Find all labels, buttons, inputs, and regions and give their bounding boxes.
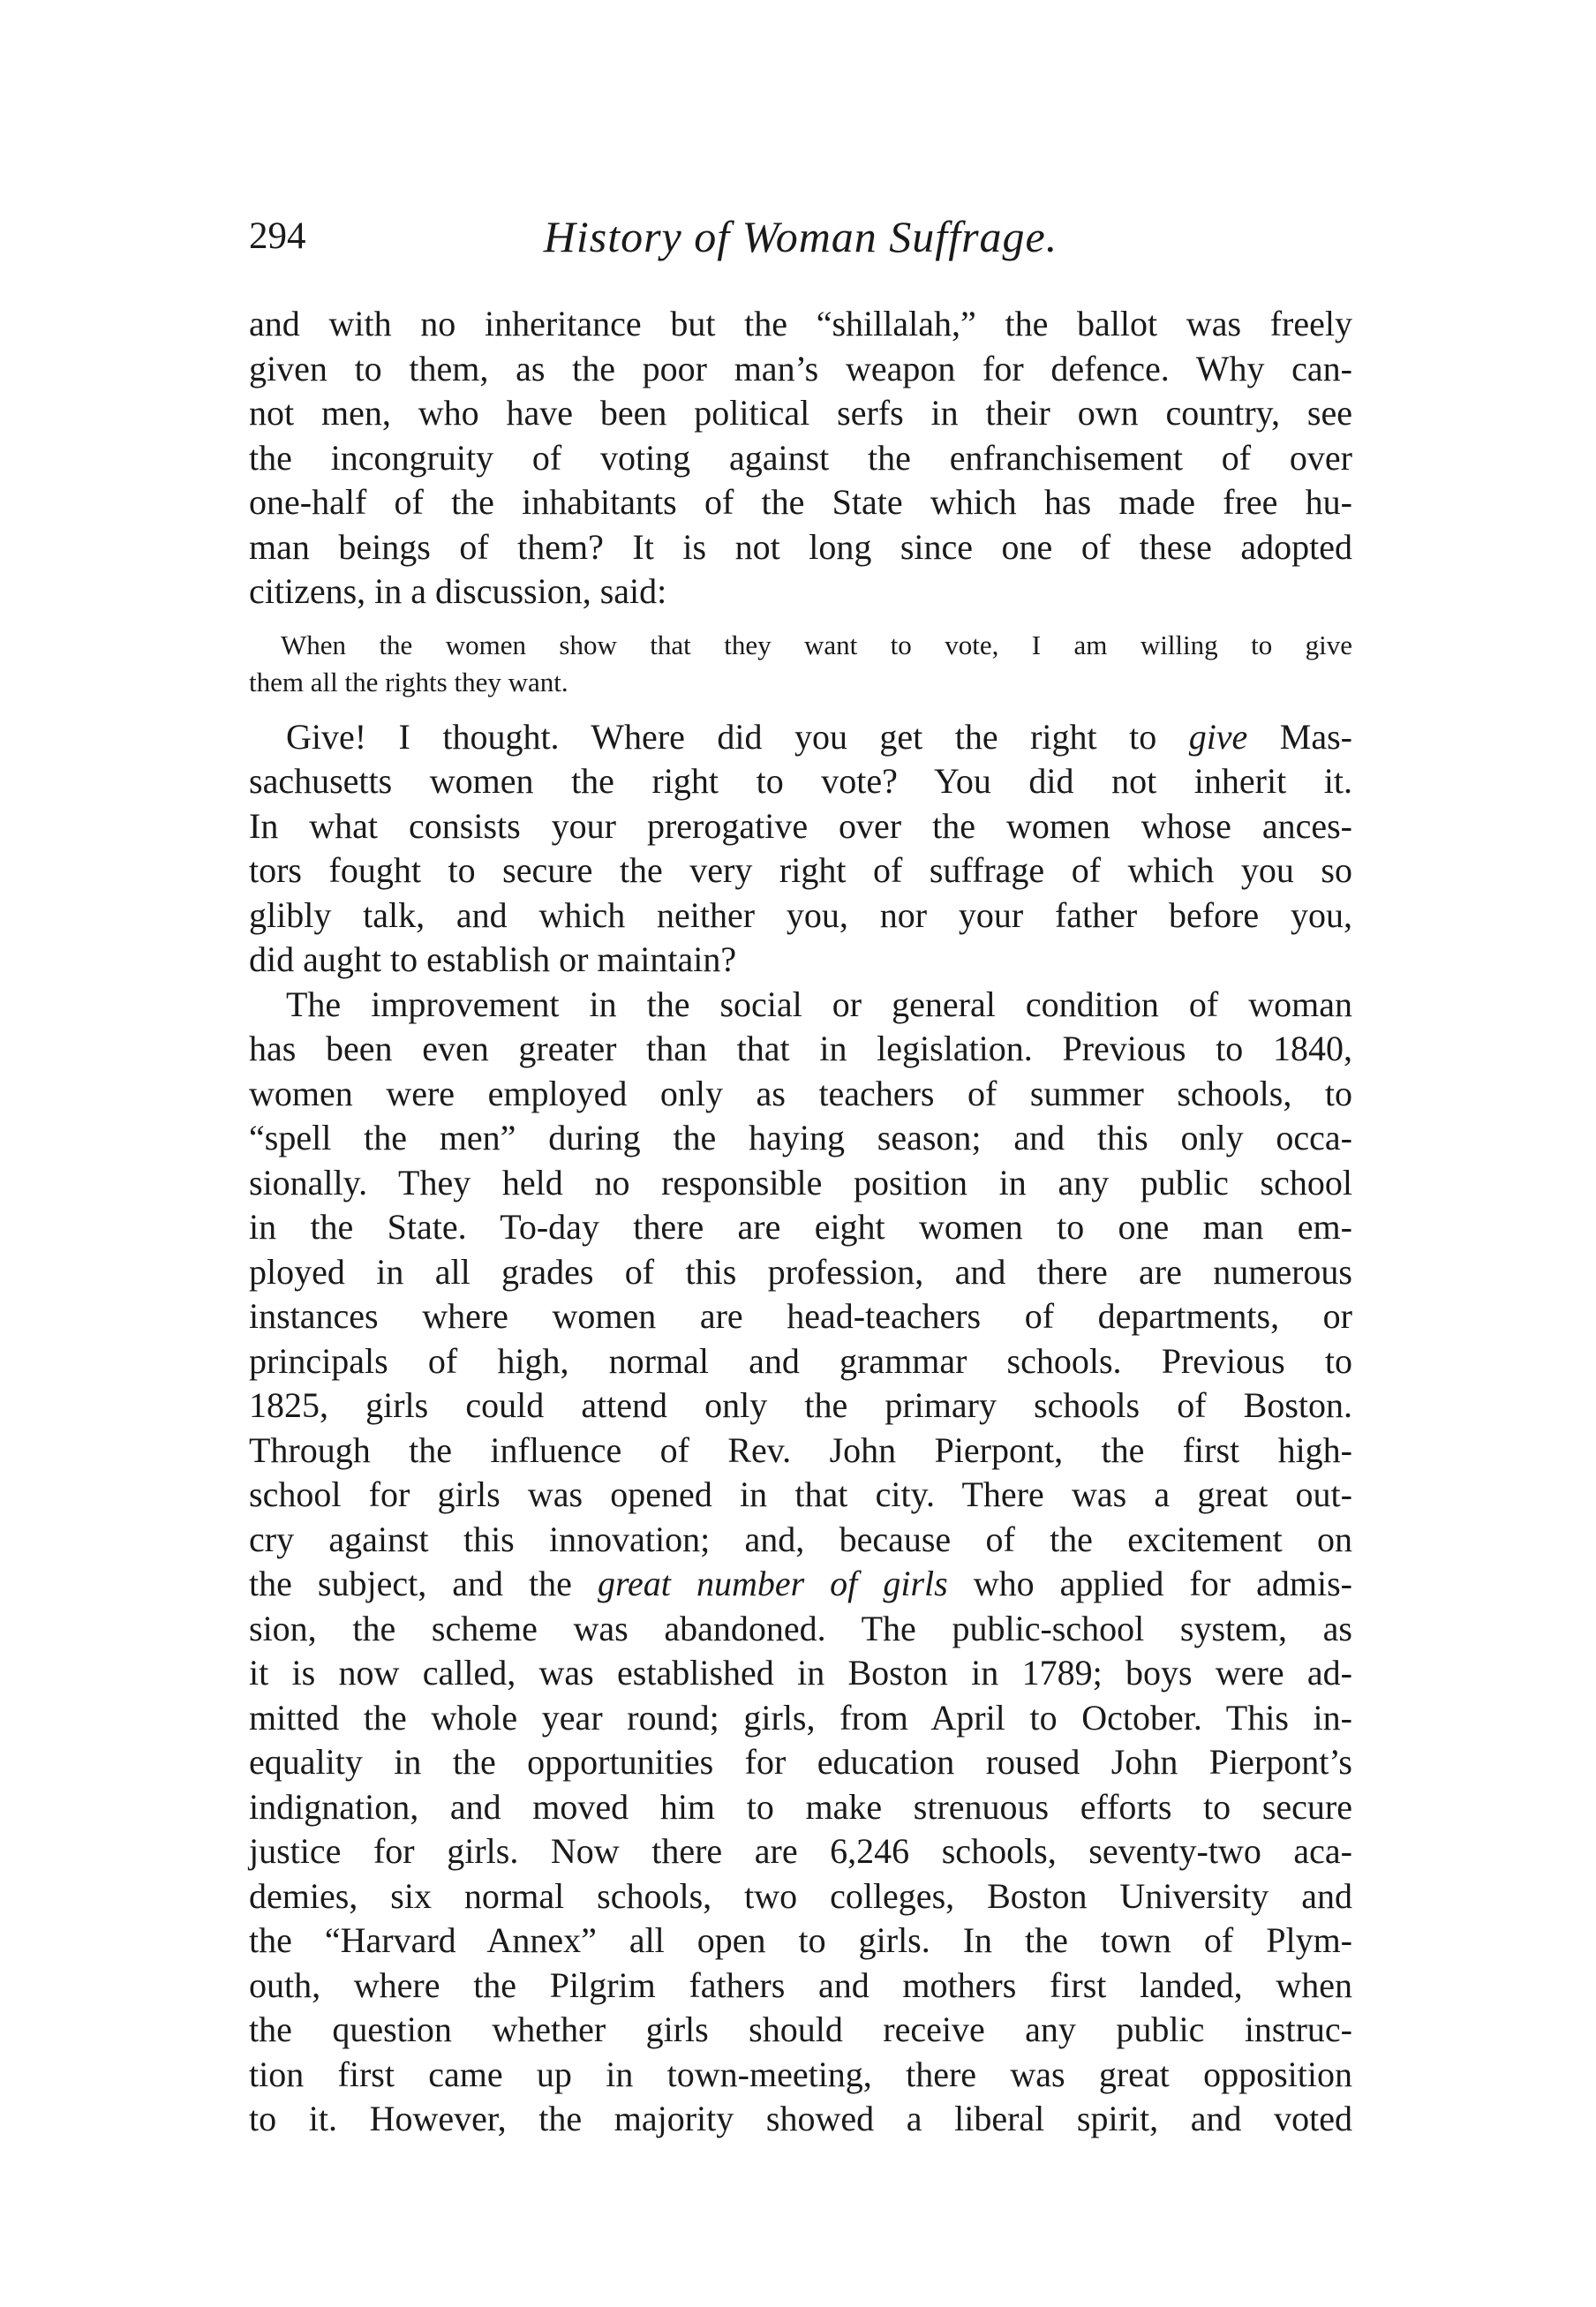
text-line: principals of high, normal and grammar schools. Previous to bbox=[249, 1340, 1352, 1381]
body-text bbox=[249, 302, 1352, 2142]
text-line: In what consists your prerogative over the women whose ances- bbox=[249, 805, 1352, 846]
text-line: given to them, as the poor man’s weapon for defence. Why can- bbox=[249, 348, 1352, 388]
quote-line: them all the rights they want. bbox=[249, 666, 568, 697]
text-line: tors fought to secure the very right of suffrage of which you so bbox=[249, 850, 1352, 890]
paragraph-2 bbox=[249, 715, 1352, 983]
text-line: justice for girls. Now there are 6,246 schools, seventy-two aca- bbox=[249, 1831, 1352, 1871]
text-line: equality in the opportunities for education roused John Pierpont’s bbox=[249, 1742, 1352, 1782]
text-run: the subject, and the bbox=[249, 1564, 598, 1603]
page-number: 294 bbox=[249, 215, 306, 257]
text-line: to it. However, the majority showed a liberal spirit, and voted bbox=[249, 2099, 1352, 2138]
text-run: Give! I thought. Where did you get the right to bbox=[286, 716, 1189, 757]
text-line: sachusetts women the right to vote? You did not inherit it. bbox=[249, 761, 1352, 801]
text-line: 1825, girls could attend only the primary schools of Boston. bbox=[249, 1385, 1352, 1425]
running-title: History of Woman Suffrage. bbox=[543, 212, 1058, 261]
paragraph-3 bbox=[249, 983, 1352, 2142]
text-line: did aught to establish or maintain? bbox=[249, 939, 737, 979]
text-line: and with no inheritance but the “shillalah,” the ballot was freely bbox=[249, 304, 1352, 343]
text-line: outh, where the Pilgrim fathers and mothers first landed, when bbox=[249, 1964, 1352, 2005]
text-line: The improvement in the social or general condition of woman bbox=[286, 984, 1352, 1024]
block-quote bbox=[249, 627, 1352, 701]
text-line: the question whether girls should receive any public instruc- bbox=[249, 2009, 1352, 2049]
text-line: cry against this innovation; and, because of the excitement on bbox=[249, 1519, 1352, 1559]
text-line: man beings of them? It is not long since one of these adopted bbox=[249, 526, 1352, 567]
italic-run: give bbox=[1188, 716, 1248, 757]
paragraph-1 bbox=[249, 302, 1352, 614]
text-line: tion first came up in town-meeting, there was great opposition bbox=[249, 2054, 1352, 2094]
page-header bbox=[249, 201, 1352, 272]
quote-line: When the women show that they want to vote, I am willing to give bbox=[281, 629, 1352, 660]
text-line: the “Harvard Annex” all open to girls. In the town of Plym- bbox=[249, 1920, 1352, 1960]
text-line: the incongruity of voting against the enfranchisement of over bbox=[249, 437, 1352, 478]
text-line bbox=[249, 715, 1352, 760]
text-line: glibly talk, and which neither you, nor your father before you, bbox=[249, 894, 1352, 935]
text-line: instances where women are head-teachers of departments, or bbox=[249, 1296, 1352, 1336]
text-line: has been even greater than that in legislation. Previous to 1840, bbox=[249, 1029, 1352, 1068]
text-line: mitted the whole year round; girls, from April to October. This in- bbox=[249, 1697, 1352, 1738]
italic-run: great number of girls bbox=[597, 1564, 948, 1603]
text-line: “spell the men” during the haying season; and this only occa- bbox=[249, 1118, 1352, 1157]
text-line: not men, who have been political serfs in their own country, see bbox=[249, 393, 1352, 433]
text-line: sion, the scheme was abandoned. The public-school system, as bbox=[249, 1608, 1352, 1648]
text-line: in the State. To-day there are eight women to one man em- bbox=[249, 1207, 1352, 1247]
text-line: demies, six normal schools, two colleges, Boston University and bbox=[249, 1875, 1352, 1916]
text-line: citizens, in a discussion, said: bbox=[249, 571, 667, 611]
text-line: women were employed only as teachers of summer schools, to bbox=[249, 1073, 1352, 1113]
text-line: school for girls was opened in that city. There was a great out- bbox=[249, 1474, 1352, 1514]
text-line: sionally. They held no responsible position in any public school bbox=[249, 1162, 1352, 1203]
text-line bbox=[249, 1562, 1352, 1607]
text-run: who applied for admis- bbox=[947, 1564, 1352, 1603]
text-line: one-half of the inhabitants of the State which has made free hu- bbox=[249, 482, 1352, 522]
text-line: indignation, and moved him to make strenuous efforts to secure bbox=[249, 1786, 1352, 1827]
text-line: ployed in all grades of this profession, and there are numerous bbox=[249, 1251, 1352, 1292]
text-line: Through the influence of Rev. John Pierpont, the first high- bbox=[249, 1429, 1352, 1470]
text-run: Mas- bbox=[1247, 716, 1352, 757]
text-line: it is now called, was established in Boston in 1789; boys were ad- bbox=[249, 1653, 1352, 1693]
